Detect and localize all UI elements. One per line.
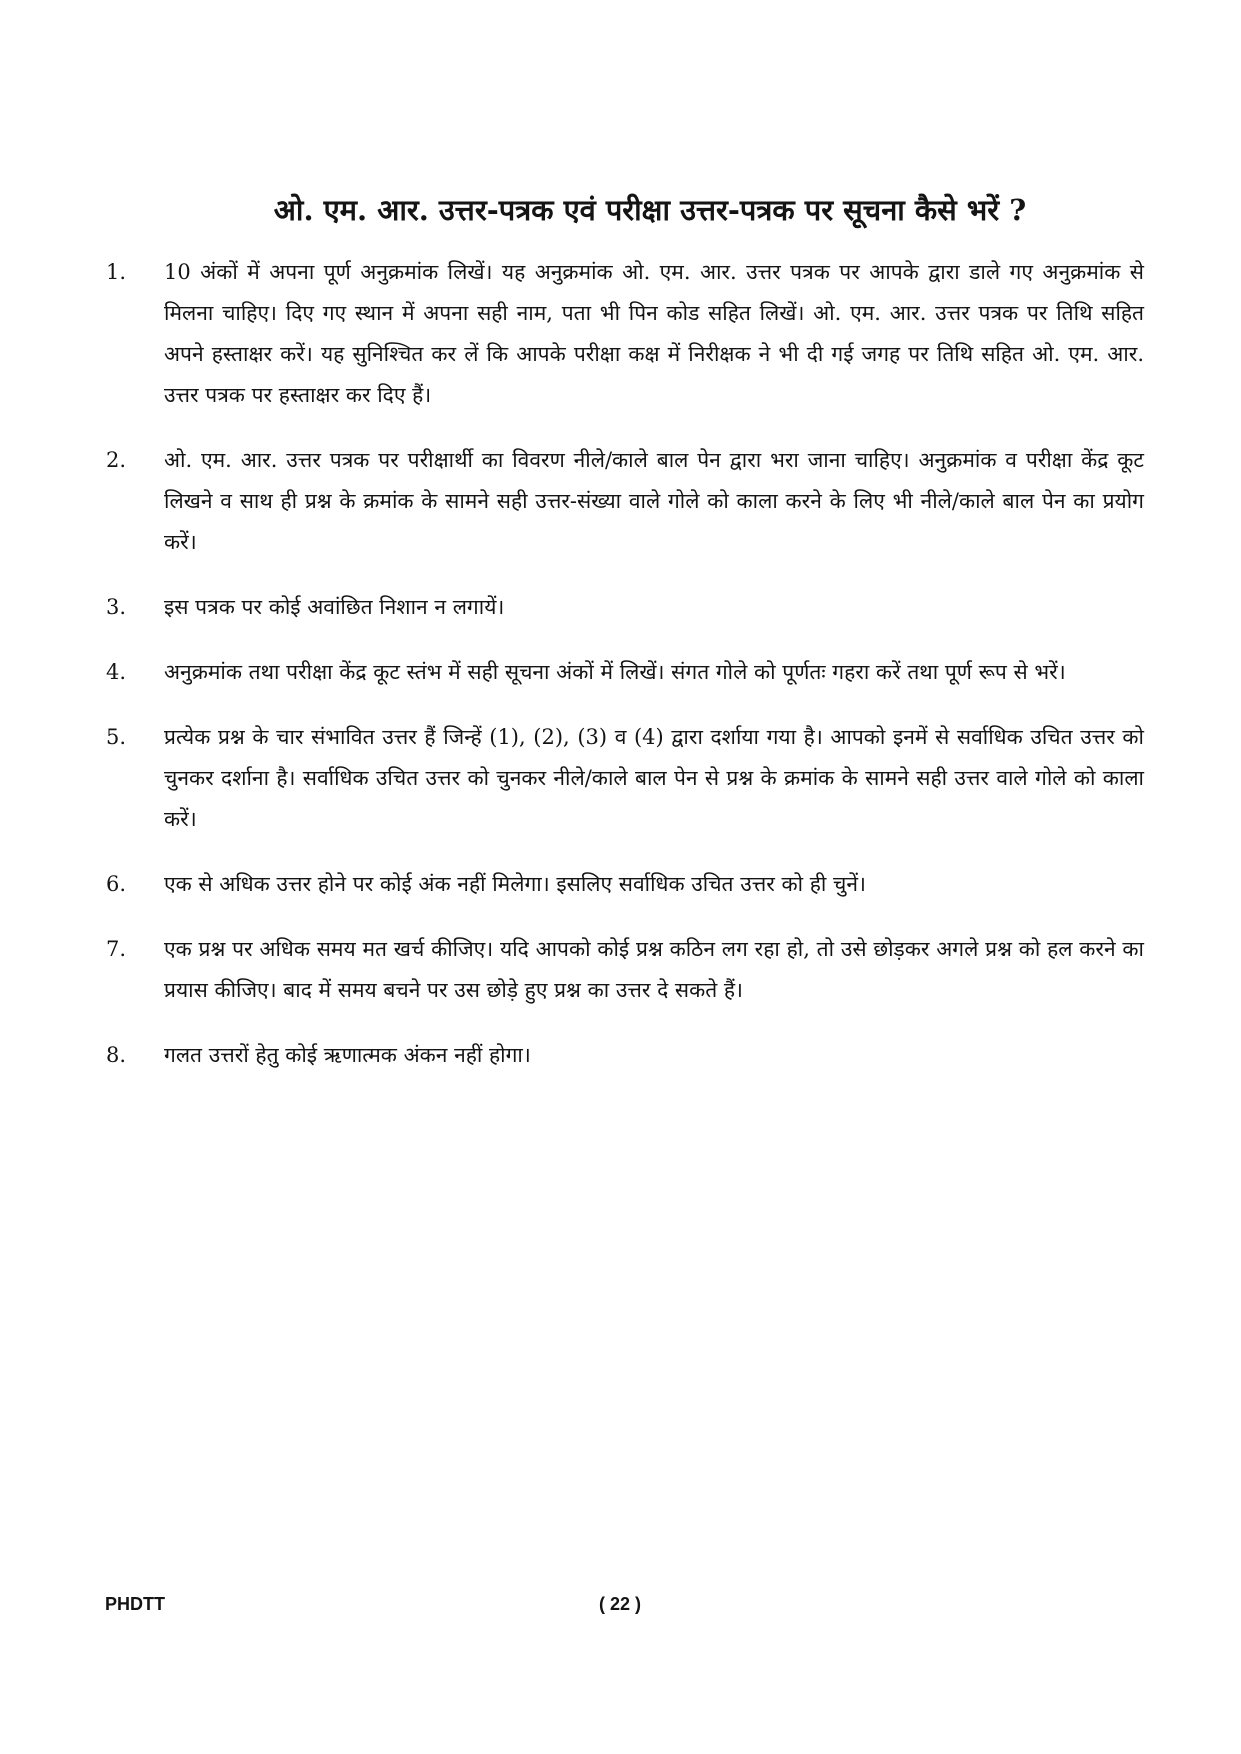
- instruction-text: अनुक्रमांक तथा परीक्षा केंद्र कूट स्तंभ में सही सूचना अंकों में लिखें। संगत गोले को पूर्णतः गहरा करें तथा पूर्ण रूप से भरें।: [164, 660, 1066, 684]
- instruction-item-6: [96, 864, 1144, 905]
- instruction-text: इस पत्रक पर कोई अवांछित निशान न लगायें।: [164, 595, 505, 619]
- page-title: ओ. एम. आर. उत्तर-पत्रक एवं परीक्षा उत्तर-पत्रक पर सूचना कैसे भरें ?: [273, 193, 1027, 227]
- instruction-item-7: [96, 929, 1144, 1011]
- instruction-number: 7.: [106, 937, 127, 961]
- instruction-text: प्रत्येक प्रश्न के चार संभावित उत्तर हैं जिन्हें (1), (2), (3) व (4) द्वारा दर्शाया गया है। आपको इनमें से सर्वाधिक उचित उत्तर को चुनकर दर्शाना है। सर्वाधिक उचित उत्तर को चुनकर नीले/काले बाल पेन से प्रश्न के क्रमांक के सामने सही उत्तर वाले गोले को काला करें।: [164, 725, 1144, 831]
- footer-page-number: ( 22 ): [598, 1594, 641, 1614]
- instruction-number: 1.: [106, 260, 127, 284]
- instruction-item-3: [96, 587, 1144, 628]
- instruction-number: 3.: [106, 595, 127, 619]
- instruction-text: एक प्रश्न पर अधिक समय मत खर्च कीजिए। यदि आपको कोई प्रश्न कठिन लग रहा हो, तो उसे छोड़कर अगले प्रश्न को हल करने का प्रयास कीजिए। बाद में समय बचने पर उस छोड़े हुए प्रश्न का उत्तर दे सकते हैं।: [164, 937, 1144, 1002]
- instruction-text: एक से अधिक उत्तर होने पर कोई अंक नहीं मिलेगा। इसलिए सर्वाधिक उचित उत्तर को ही चुनें।: [164, 872, 866, 896]
- instruction-item-5: [96, 717, 1144, 840]
- instruction-text: 10 अंकों में अपना पूर्ण अनुक्रमांक लिखें। यह अनुक्रमांक ओ. एम. आर. उत्तर पत्रक पर आपके द्वारा डाले गए अनुक्रमांक से मिलना चाहिए। दिए गए स्थान में अपना सही नाम, पता भी पिन कोड सहित लिखें। ओ. एम. आर. उत्तर पत्रक पर तिथि सहित अपने हस्ताक्षर करें। यह सुनिश्चित कर लें कि आपके परीक्षा कक्ष में निरीक्षक ने भी दी गई जगह पर तिथि सहित ओ. एम. आर. उत्तर पत्रक पर हस्ताक्षर कर दिए हैं।: [164, 260, 1144, 407]
- instruction-number: 2.: [106, 448, 127, 472]
- instruction-text: ओ. एम. आर. उत्तर पत्रक पर परीक्षार्थी का विवरण नीले/काले बाल पेन द्वारा भरा जाना चाहिए। अनुक्रमांक व परीक्षा केंद्र कूट लिखने व साथ ही प्रश्न के क्रमांक के सामने सही उत्तर-संख्या वाले गोले को काला करने के लिए भी नीले/काले बाल पेन का प्रयोग करें।: [164, 448, 1144, 554]
- instruction-number: 4.: [106, 660, 127, 684]
- instruction-item-1: [96, 252, 1144, 416]
- instruction-number: 6.: [106, 872, 127, 896]
- instruction-list: [96, 252, 1144, 1100]
- instruction-item-2: [96, 440, 1144, 563]
- instruction-number: 8.: [106, 1043, 127, 1067]
- instruction-number: 5.: [106, 725, 127, 749]
- footer-booklet-code: PHDTT: [105, 1594, 165, 1614]
- instruction-item-8: [96, 1035, 1144, 1076]
- instruction-text: गलत उत्तरों हेतु कोई ऋणात्मक अंकन नहीं होगा।: [164, 1043, 531, 1067]
- instruction-item-4: [96, 652, 1144, 693]
